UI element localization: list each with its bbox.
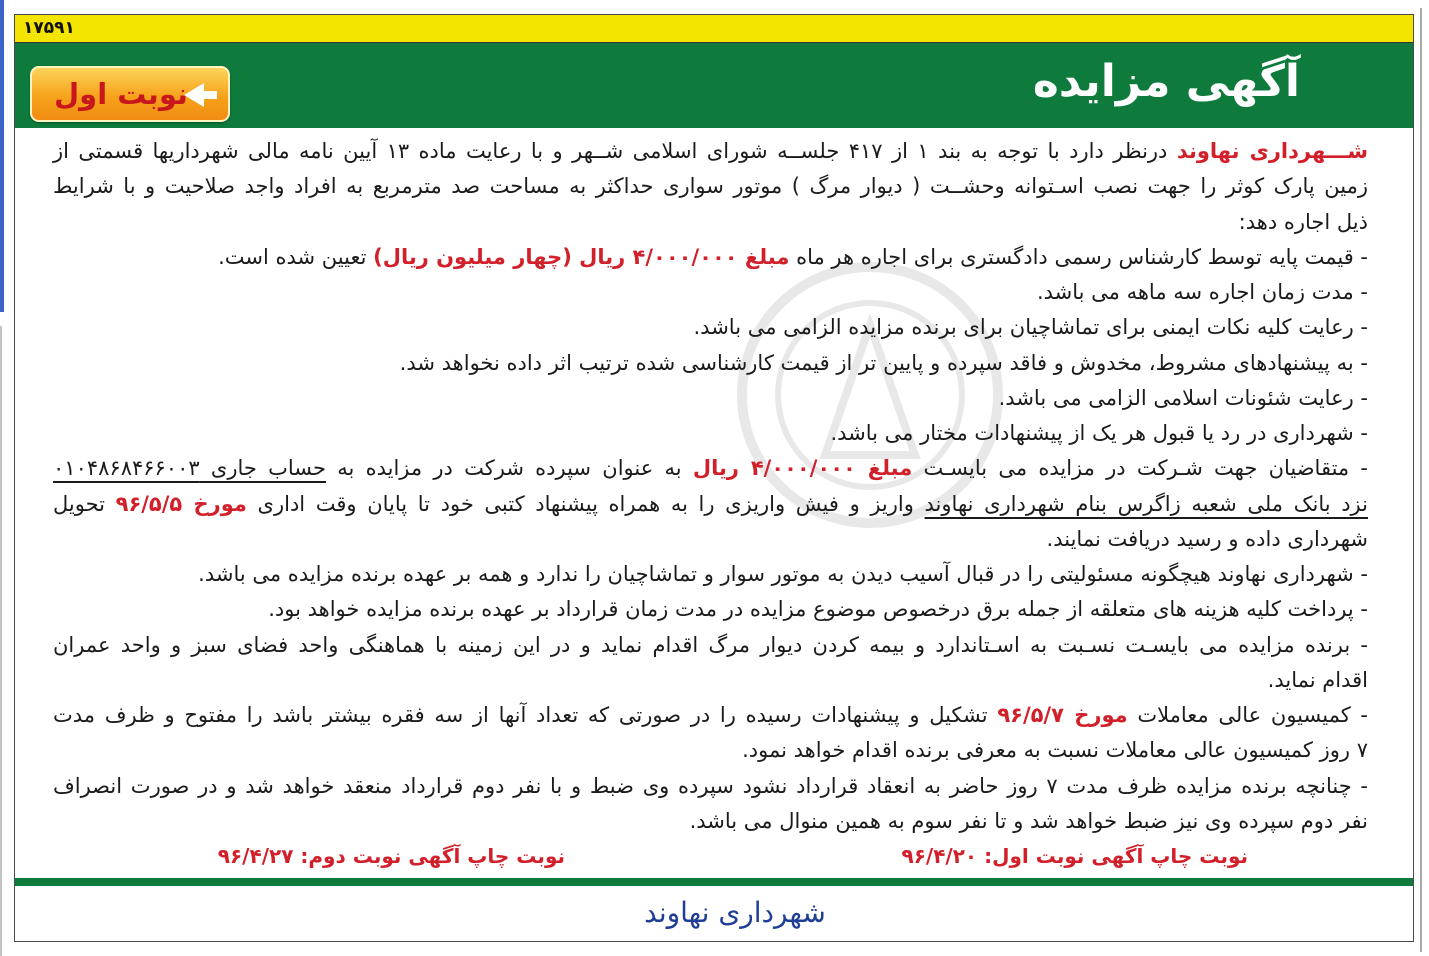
line-text: به عنوان سپرده شرکت در مزایده به — [326, 456, 693, 481]
account-number: حساب جاری ۰۱۰۴۸۶۸۴۶۶۰۰۳ — [53, 456, 326, 481]
line-text: تعیین شده است. — [218, 244, 374, 269]
notice-line — [52, 240, 1368, 275]
arrow-left-icon — [184, 83, 204, 107]
line-text: درنظر دارد با توجه به بند ۱ از ۴۱۷ جلســه شورای اسلامی شــهر و با رعایت ماده ۱۳ آیین نامه مالی شهرداریها قسمتی از — [52, 139, 1177, 163]
line-text: - رعایت کلیه نکات ایمنی برای تماشاچیان برای برنده مزایده الزامی می باشد. — [693, 315, 1368, 340]
line-text: - مدت زمان اجاره سه ماهه می باشد. — [1036, 280, 1368, 304]
notice-line — [52, 733, 1368, 768]
line-text: ذیل اجاره دهد: — [1238, 209, 1368, 234]
scan-edge-left — [0, 0, 4, 312]
notice-line — [52, 487, 1368, 522]
notice-line — [52, 416, 1368, 451]
notice-line — [52, 663, 1368, 698]
notice-line — [52, 381, 1368, 416]
line-text: - پرداخت کلیه هزینه های متعلقه از جمله برق درخصوص موضوع مزایده در مدت زمان قرارداد بر عهده برنده مزایده خواهد بود. — [268, 597, 1368, 622]
notice-body — [52, 134, 1368, 874]
scan-edge-right — [1420, 8, 1422, 952]
line-text: - رعایت شئونات اسلامی الزامی می باشد. — [998, 385, 1368, 410]
notice-line — [52, 698, 1368, 733]
notice-line — [52, 134, 1368, 169]
notice-line — [52, 804, 1368, 839]
line-text: واریز و فیش واریزی را به همراه پیشنهاد کتبی خود تا پایان وقت اداری — [246, 491, 925, 516]
notice-line — [52, 310, 1368, 345]
municipality-signature: شهرداری نهاوند — [644, 896, 826, 929]
badge-label: نوبت اول — [54, 77, 188, 111]
notice-line — [52, 557, 1368, 592]
second-print-date: نوبت چاپ آگهی نوبت دوم: ۹۶/۴/۲۷ — [217, 844, 565, 868]
notice-line — [52, 522, 1368, 557]
notice-line — [52, 769, 1368, 804]
publication-round-badge — [30, 66, 230, 122]
line-text: - شهرداری در رد یا قبول هر یک از پیشنهادات مختار می باشد. — [830, 421, 1368, 445]
line-text: تشکیل و پیشنهادات رسیده را در صورتی که تعداد آنها از سه فقره بیشتر باشد را مفتوح و ظرف مدت — [53, 703, 998, 727]
arrow-left-icon-tail — [203, 91, 217, 99]
deposit-amount: مبلغ ۴/۰۰۰/۰۰۰ ریال — [692, 456, 913, 481]
ad-title: آگهی مزایده — [1032, 56, 1300, 107]
line-text: - چنانچه برنده مزایده ظرف مدت ۷ روز حاضر به انعقاد قرارداد نشود سپرده وی ضبط و با نفر دوم قرارداد منعقد خواهد شد و در صورت انصراف — [52, 773, 1368, 798]
line-text: تحویل — [52, 491, 116, 516]
notice-line — [52, 169, 1368, 204]
line-text: - برنده مزایده می بایسـت نسـبت به اسـتاندارد و بیمه کردن دیوار مرگ اقدام نماید و در این زمینه با هماهنگی واحد فضای سبز و واحد عمران — [53, 632, 1368, 657]
deadline-date: مورخ ۹۶/۵/۵ — [115, 491, 247, 516]
municipality-name: شـــهرداری نهاوند — [1176, 139, 1368, 163]
notice-line — [52, 451, 1368, 486]
bank-branch: نزد بانک ملی شعبه زاگرس بنام شهرداری نهاوند — [924, 491, 1368, 516]
notice-line — [52, 628, 1368, 663]
commission-date: مورخ ۹۶/۵/۷ — [997, 703, 1128, 727]
print-dates — [52, 839, 1368, 874]
first-print-date: نوبت چاپ آگهی نوبت اول: ۹۶/۴/۲۰ — [901, 844, 1248, 868]
scan-edge-left-lower — [0, 326, 2, 956]
notice-line — [52, 346, 1368, 381]
line-text: - به پیشنهادهای مشروط، مخدوش و فاقد سپرده و پایین تر از قیمت کارشناسی شده ترتیب اثر داده نخواهد شد. — [399, 350, 1368, 375]
line-text: - متقاضیان جهت شـرکت در مزایده می بایسـت — [912, 456, 1368, 481]
ad-header — [15, 43, 1413, 128]
line-text: نفر دوم سپرده وی نیز ضبط خواهد شد و تا نفر سوم به همین منوال می باشد. — [689, 808, 1368, 833]
line-text: - قیمت پایه توسط کارشناس رسمی دادگستری برای اجاره هر ماه — [789, 244, 1368, 269]
line-text: - کمیسیون عالی معاملات — [1127, 703, 1368, 727]
notice-line — [52, 592, 1368, 627]
line-text: شهرداری داده و رسید دریافت نمایند. — [1046, 526, 1368, 551]
line-text: - شهرداری نهاوند هیچگونه مسئولیتی را در قبال آسیب دیدن به موتور سوار و تماشاچیان را ندارد و همه بر عهده برنده مزایده می باشد. — [198, 562, 1368, 586]
notice-line — [52, 275, 1368, 310]
base-price: مبلغ ۴/۰۰۰/۰۰۰ ریال (چهار میلیون ریال) — [373, 244, 790, 269]
issue-number: ۱۷۵۹۱ — [23, 18, 75, 38]
line-text: ۷ روز کمیسیون عالی معاملات نسبت به معرفی برنده اقدام خواهد نمود. — [742, 738, 1368, 763]
notice-line — [52, 205, 1368, 240]
line-text: اقدام نماید. — [1267, 667, 1368, 692]
ad-footer — [15, 886, 1413, 940]
footer-divider — [15, 878, 1413, 886]
line-text: زمین پارک کوثر را جهت نصب اسـتوانه وحشــت ( دیوار مرگ ) موتور سواری حداکثر به مساحت صد مترمربع به افراد واجد صلاحیت و با شرایط — [53, 174, 1368, 199]
issue-bar — [15, 15, 1413, 43]
